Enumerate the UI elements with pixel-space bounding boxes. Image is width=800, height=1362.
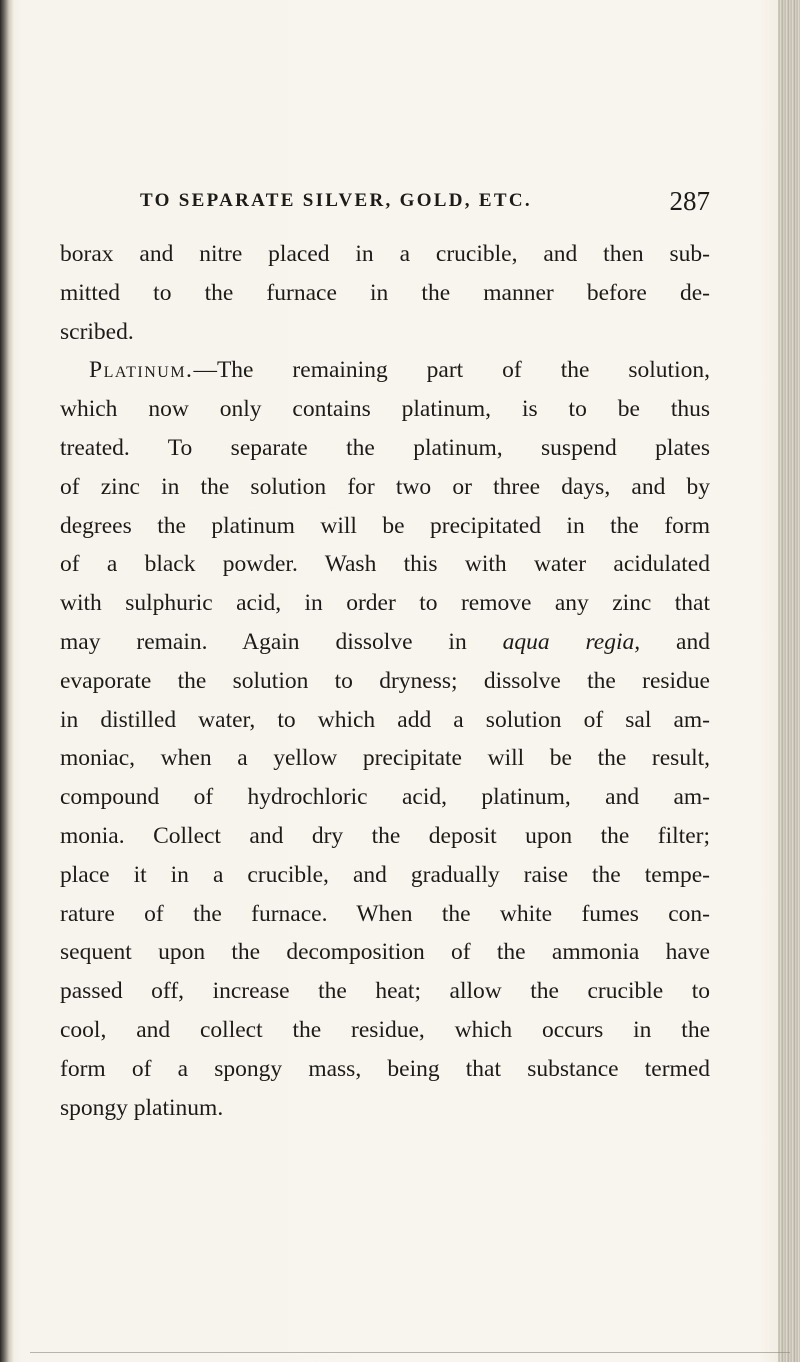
text-line: cool, and collect the residue, which occurs in the [60, 1016, 710, 1043]
page-number: 287 [669, 186, 710, 216]
text-line: degrees the platinum will be precipitated in the form [60, 512, 710, 539]
binding-edge [0, 0, 14, 1362]
running-head-title: TO SEPARATE SILVER, GOLD, ETC. [140, 190, 532, 211]
text-line: with sulphuric acid, in order to remove any zinc that [60, 590, 710, 617]
text-line: passed off, increase the heat; allow the crucible to [60, 978, 710, 1005]
text-line: mitted to the furnace in the manner before de- [60, 279, 710, 306]
text-line: scribed. [60, 318, 134, 345]
italic-term: aqua regia, [502, 628, 641, 655]
text-line: sequent upon the decomposition of the ammonia have [60, 939, 710, 966]
running-head [140, 186, 710, 220]
text-line: of a black powder. Wash this with water acidulated [60, 551, 710, 578]
text-line [60, 623, 710, 662]
text-line: form of a spongy mass, being that substance termed [60, 1055, 710, 1082]
paragraph-start-line [60, 351, 710, 390]
page-stack-edge [778, 0, 800, 1362]
text-line: spongy platinum. [60, 1094, 224, 1121]
text-line: in distilled water, to which add a solution of sal am- [60, 706, 710, 733]
text-fragment: and [640, 628, 710, 655]
section-heading-platinum: Platinum. [89, 357, 194, 384]
text-line: moniac, when a yellow precipitate will be the result, [60, 745, 710, 772]
text-line: compound of hydrochloric acid, platinum, and am- [60, 784, 710, 811]
text-line: which now only contains platinum, is to be thus [60, 396, 710, 423]
text-line: rature of the furnace. When the white fumes con- [60, 900, 710, 927]
page-bottom-edge [30, 1352, 790, 1353]
body-text [60, 235, 710, 1127]
text-fragment: may remain. Again dissolve in [60, 628, 503, 655]
text-fragment: —The remaining part of the solution, [193, 357, 710, 384]
text-line: evaporate the solution to dryness; dissolve the residue [60, 667, 710, 694]
text-line: monia. Collect and dry the deposit upon the filter; [60, 822, 710, 849]
text-line: place it in a crucible, and gradually raise the tempe- [60, 861, 710, 888]
text-line: borax and nitre placed in a crucible, and then sub- [60, 241, 710, 267]
text-line: of zinc in the solution for two or three days, and by [60, 473, 710, 500]
text-line: treated. To separate the platinum, suspend plates [60, 434, 710, 461]
